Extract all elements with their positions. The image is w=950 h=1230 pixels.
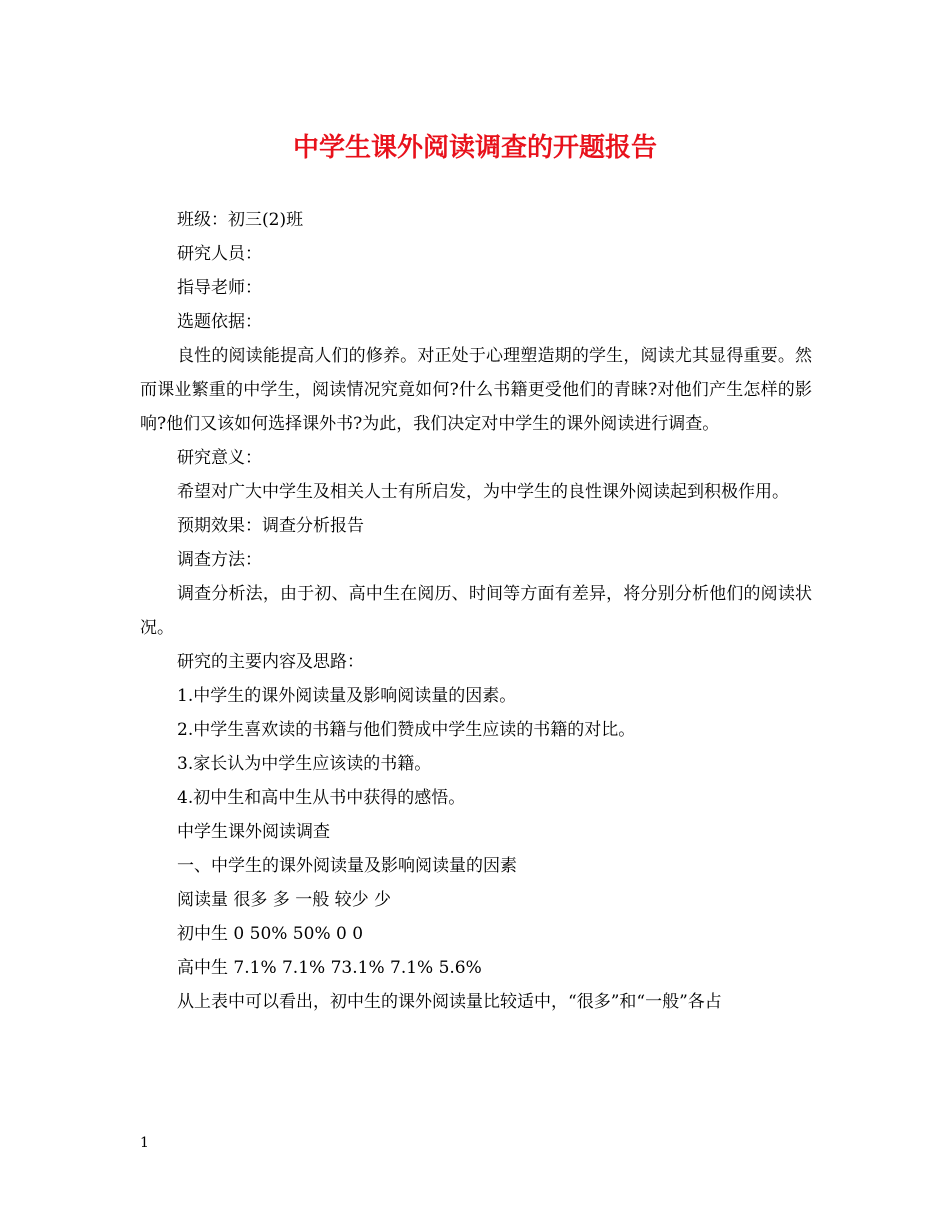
paragraph-advisor: 指导老师： [177,278,262,298]
page-number: 1 [140,1135,149,1151]
table-row-header: 阅读量 很多 多 一般 较少 少 [177,890,392,910]
table-row: 高中生 7.1% 7.1% 73.1% 7.1% 5.6% [177,958,482,978]
table-row: 初中生 0 50% 50% 0 0 [177,924,364,944]
paragraph-method-heading: 调查方法： [177,550,262,570]
paragraph-expected-result: 预期效果：调查分析报告 [177,516,364,536]
list-item: 3.家长认为中学生应该读的书籍。 [177,754,432,774]
paragraph-topic-basis: 良性的阅读能提高人们的修养。对正处于心理塑造期的学生，阅读尤其显得重要。然而课业繁重的中学生，阅读情况究竟如何?什么书籍更受他们的青睐?对他们产生怎样的影响?他们又该如何选择课外书?为此，我们决定对中学生的课外阅读进行调查。 [140,346,812,434]
paragraph-method: 调查分析法，由于初、高中生在阅历、时间等方面有差异，将分别分析他们的阅读状况。 [140,584,812,638]
list-item: 2.中学生喜欢读的书籍与他们赞成中学生应读的书籍的对比。 [177,720,636,740]
paragraph-significance: 希望对广大中学生及相关人士有所启发，为中学生的良性课外阅读起到积极作用。 [177,482,789,502]
list-item: 1.中学生的课外阅读量及影响阅读量的因素。 [177,686,517,706]
paragraph-class: 班级：初三(2)班 [177,210,304,230]
paragraph-survey-heading: 中学生课外阅读调查 [177,822,330,842]
paragraph-topic-basis-heading: 选题依据： [177,312,262,332]
paragraph-analysis: 从上表中可以看出，初中生的课外阅读量比较适中，“很多”和“一般”各占 [177,992,722,1012]
document-title: 中学生课外阅读调查的开题报告 [292,133,657,163]
document-body [140,203,812,1019]
paragraph-researchers: 研究人员： [177,244,262,264]
paragraph-section-one-heading: 一、中学生的课外阅读量及影响阅读量的因素 [177,856,517,876]
paragraph-significance-heading: 研究意义： [177,448,262,468]
paragraph-content-heading: 研究的主要内容及思路： [177,652,364,672]
list-item: 4.初中生和高中生从书中获得的感悟。 [177,788,466,808]
